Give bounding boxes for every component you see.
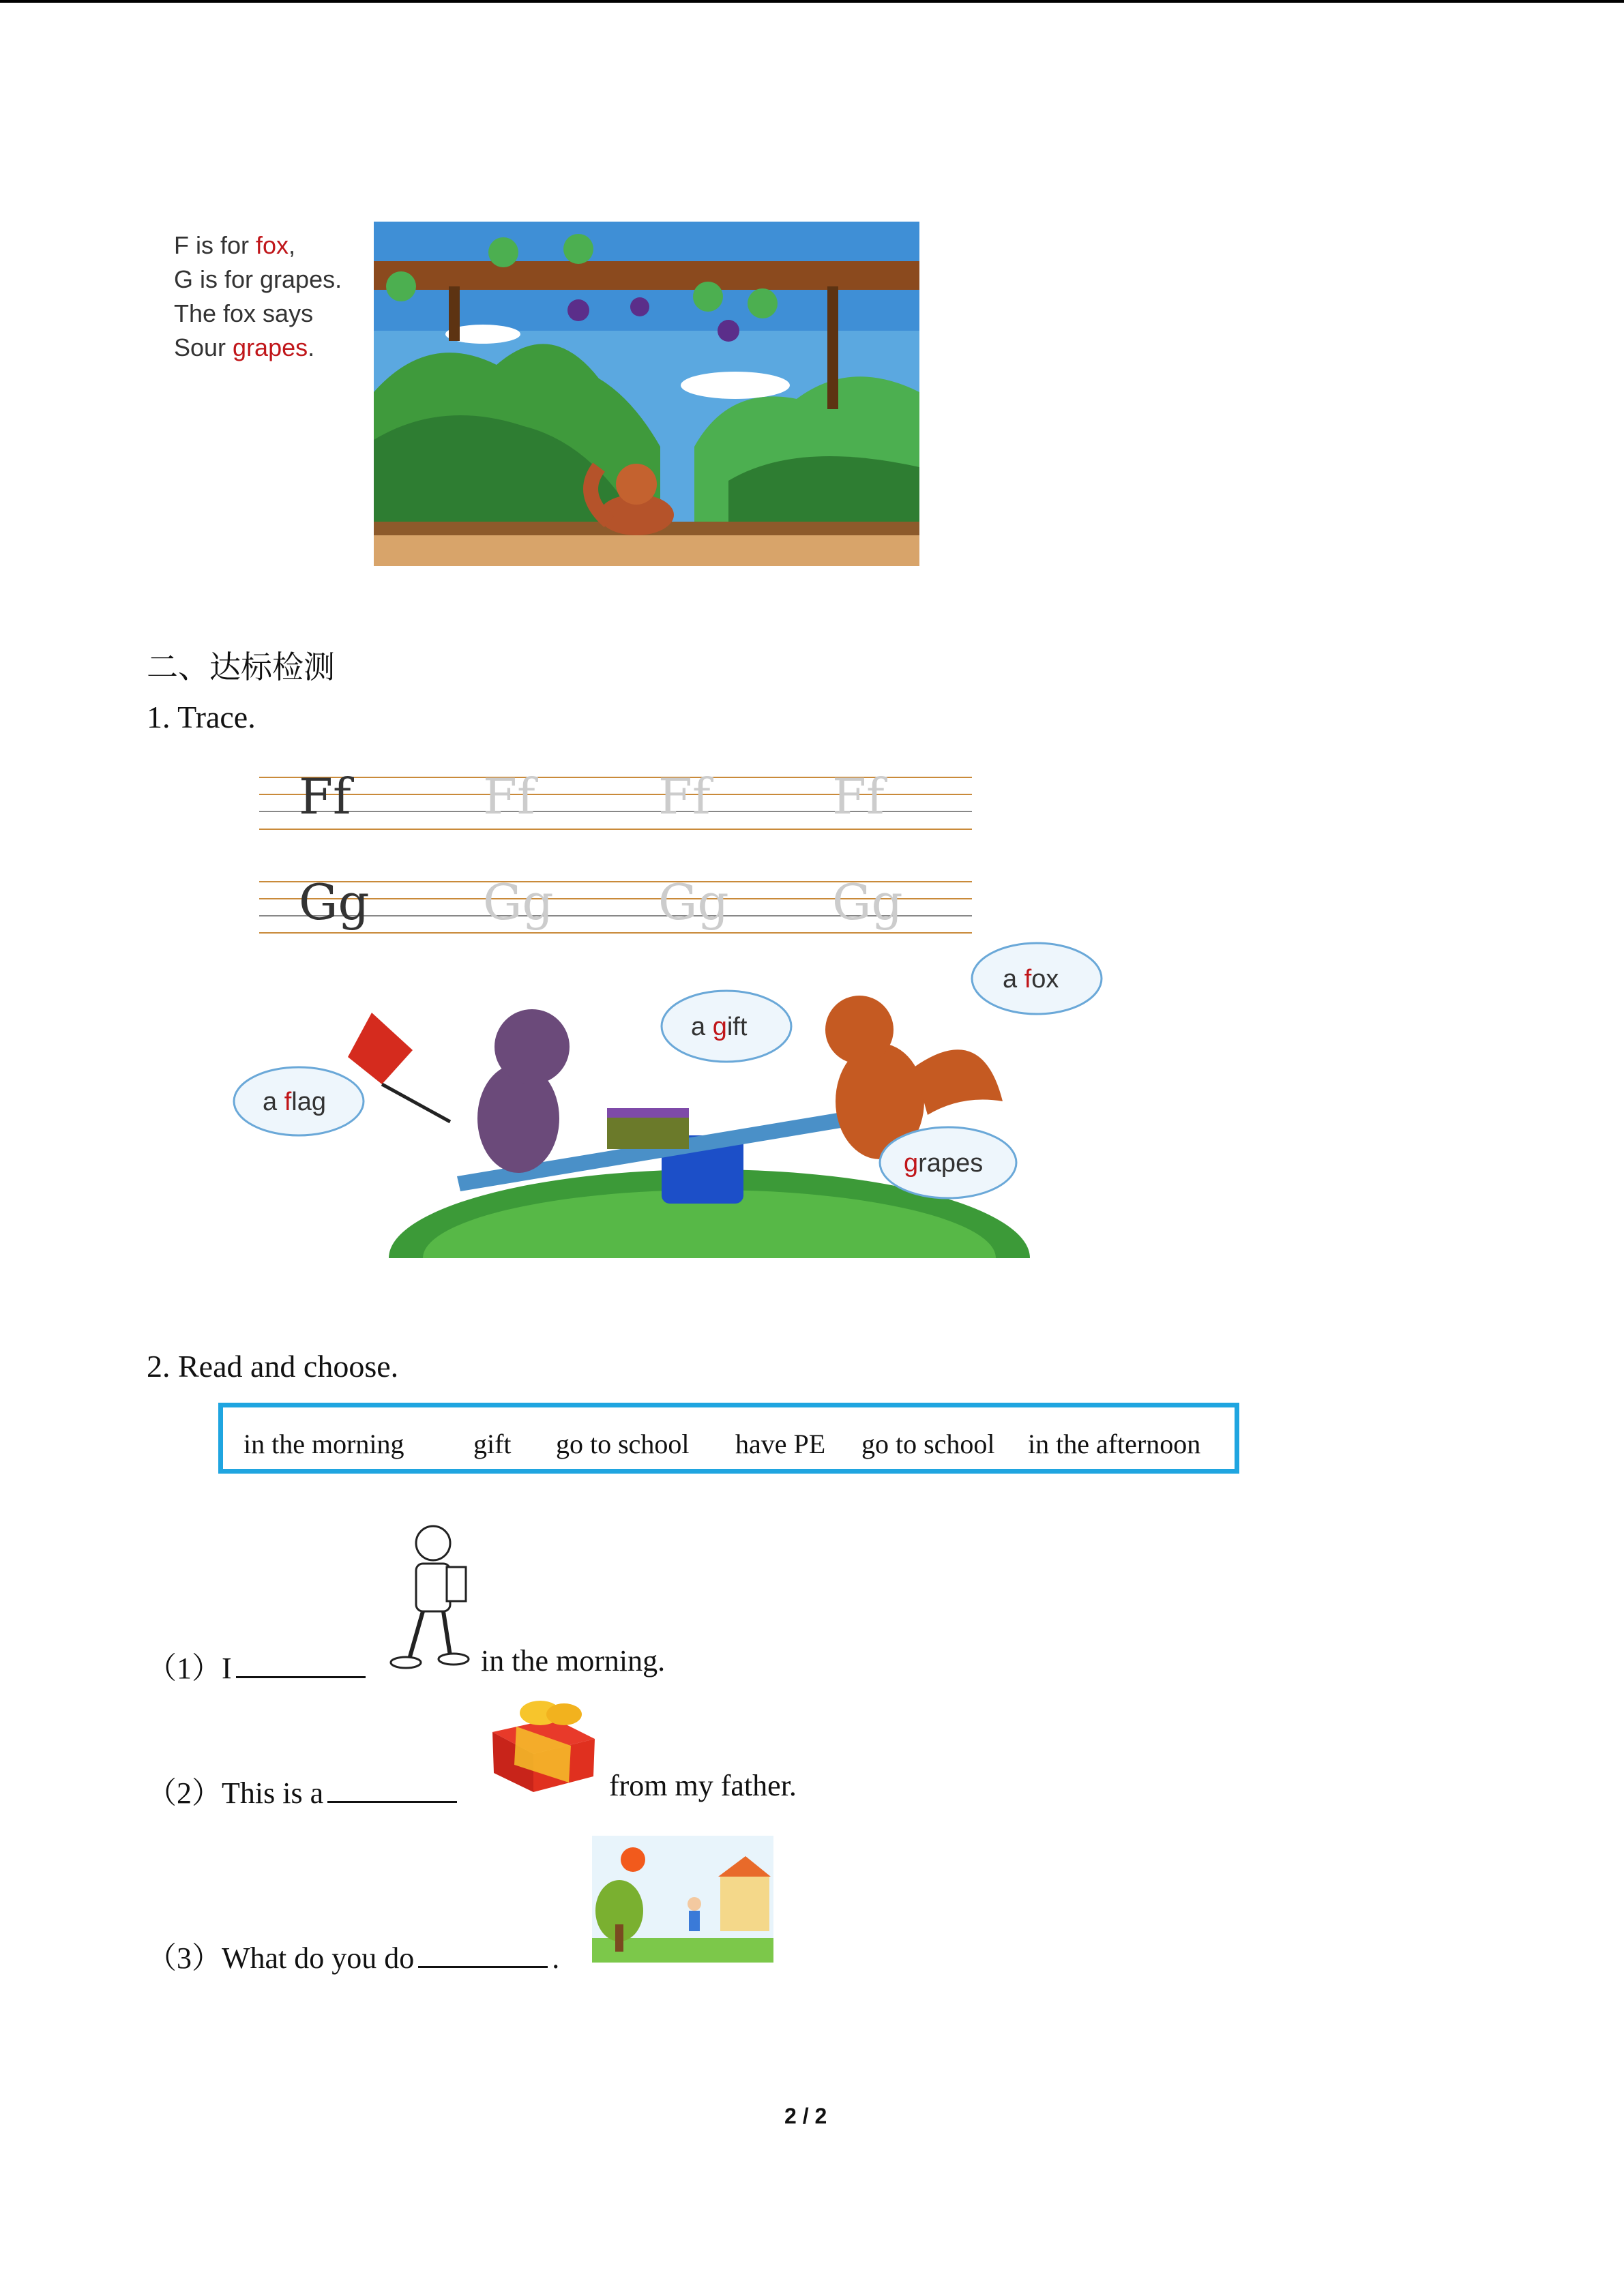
afternoon-scene-picture: [592, 1836, 773, 1963]
answer-blank-3[interactable]: [418, 1939, 548, 1968]
bubble-a-gift: [662, 991, 791, 1062]
bubble-a-flag: [234, 1067, 364, 1135]
svg-text:a fox: a fox: [1003, 965, 1059, 994]
gift-box-picture: [486, 1698, 602, 1793]
model-letters-gg: Gg: [299, 874, 370, 931]
svg-text:a flag: a flag: [263, 1088, 326, 1116]
trace-letters-ff-2: Ff: [658, 768, 711, 825]
word-bank-box: [218, 1403, 1239, 1474]
word-bank-item: have PE: [735, 1429, 826, 1459]
svg-text:grapes: grapes: [904, 1149, 984, 1178]
boy-going-to-school-picture: [379, 1519, 477, 1673]
word-bank-item: in the morning: [243, 1429, 404, 1459]
rhyme-line-1: F is for fox,: [174, 231, 296, 259]
svg-text:a gift: a gift: [691, 1013, 748, 1041]
sentence-2-end: from my father.: [609, 1769, 797, 1802]
trace-letters-gg-1: Gg: [483, 874, 554, 931]
rhyme-line-2: G is for grapes.: [174, 265, 342, 293]
page-number: 2 / 2: [784, 2104, 827, 2128]
rhyme-line-3: The fox says: [174, 299, 314, 327]
sentence-1-start: （1）I: [147, 1643, 370, 1687]
section-heading: 二、达标检测: [147, 650, 335, 685]
trace-letters-worksheet: [259, 756, 975, 960]
question-1-title: 1. Trace.: [147, 700, 256, 734]
answer-blank-1[interactable]: [236, 1649, 366, 1678]
sentence-2-start: （2）This is a: [147, 1768, 461, 1812]
question-2-title: 2. Read and choose.: [147, 1349, 399, 1384]
word-bank-item: go to school: [861, 1429, 995, 1459]
sentence-3-start: （3）What do you do .: [147, 1933, 559, 1977]
seesaw-illustration: [225, 938, 1112, 1258]
model-letters-ff: Ff: [299, 768, 351, 825]
rhyme-line-4: Sour grapes.: [174, 333, 315, 361]
trace-letters-ff-3: Ff: [832, 768, 885, 825]
word-bank-item: gift: [473, 1429, 512, 1459]
sentence-1-end: in the morning.: [481, 1644, 666, 1678]
fox-grapes-illustration: [374, 222, 919, 566]
word-bank-item: in the afternoon: [1028, 1429, 1201, 1459]
page-top-border: [0, 0, 1624, 3]
word-bank-item: go to school: [556, 1429, 690, 1459]
bubble-grapes: [880, 1127, 1016, 1198]
trace-letters-gg-2: Gg: [658, 874, 729, 931]
bubble-a-fox: [972, 943, 1102, 1014]
answer-blank-2[interactable]: [327, 1774, 457, 1803]
rhyme-text: [174, 228, 342, 365]
trace-letters-gg-3: Gg: [832, 874, 903, 931]
trace-letters-ff-1: Ff: [483, 768, 535, 825]
